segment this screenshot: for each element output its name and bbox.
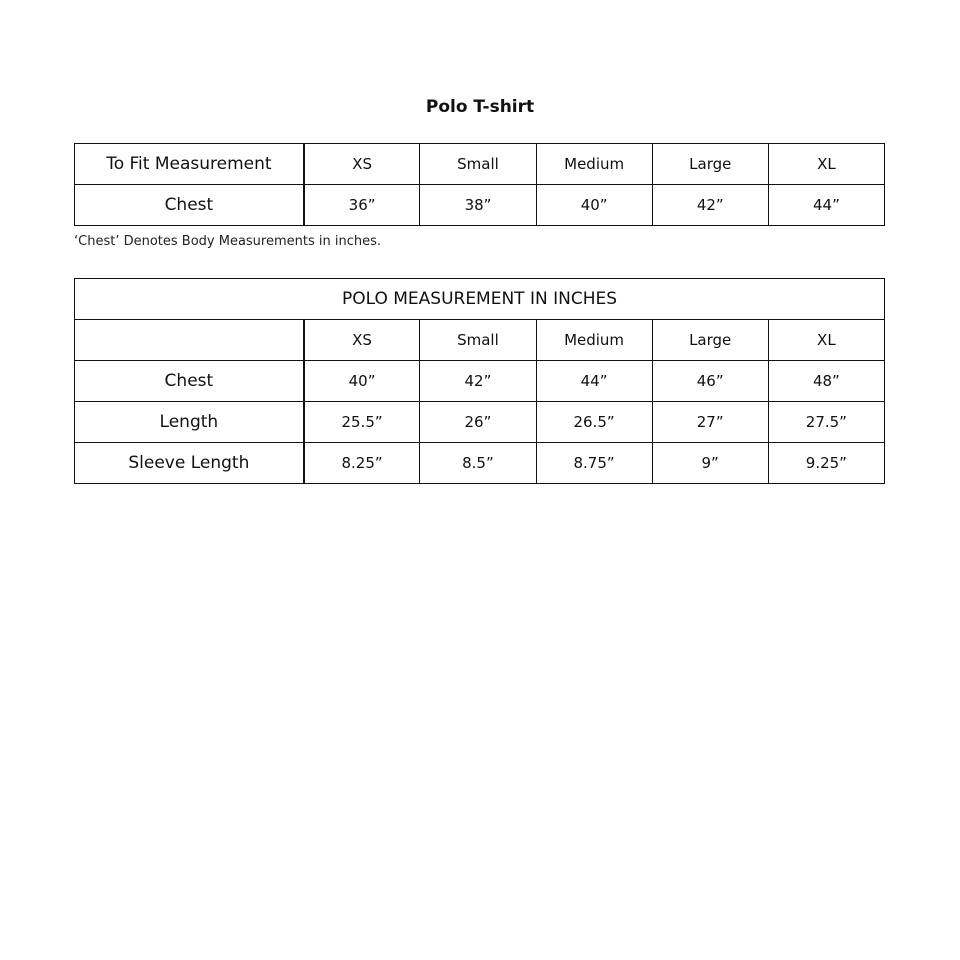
table-title-row [75, 279, 885, 320]
table-row [75, 361, 885, 402]
value-cell: 42” [420, 361, 536, 402]
value-cell: 26.5” [536, 402, 652, 443]
value-cell: 27.5” [768, 402, 884, 443]
value-cell: 46” [652, 361, 768, 402]
polo-measurement-table [74, 278, 885, 484]
row-label-cell: Chest [75, 361, 304, 402]
size-header-cell: XL [768, 320, 884, 361]
size-header-cell: Small [420, 320, 536, 361]
value-cell: 40” [536, 185, 652, 226]
size-header-cell: Large [652, 144, 768, 185]
row-label-cell: Sleeve Length [75, 443, 304, 484]
row-label-cell: Length [75, 402, 304, 443]
header-label-cell: To Fit Measurement [75, 144, 304, 185]
page-title: Polo T-shirt [425, 97, 535, 117]
table-row [75, 443, 885, 484]
table-header-row [75, 144, 885, 185]
table-header-row [75, 320, 885, 361]
size-header-cell: Small [420, 144, 536, 185]
header-label-cell [75, 320, 304, 361]
value-cell: 48” [768, 361, 884, 402]
row-label-cell: Chest [75, 185, 304, 226]
value-cell: 25.5” [304, 402, 420, 443]
value-cell: 8.5” [420, 443, 536, 484]
table-row [75, 402, 885, 443]
value-cell: 9.25” [768, 443, 884, 484]
size-header-cell: XS [304, 320, 420, 361]
table-row [75, 185, 885, 226]
value-cell: 36” [304, 185, 420, 226]
value-cell: 38” [420, 185, 536, 226]
value-cell: 27” [652, 402, 768, 443]
size-header-cell: XL [768, 144, 884, 185]
value-cell: 8.25” [304, 443, 420, 484]
size-header-cell: XS [304, 144, 420, 185]
value-cell: 44” [768, 185, 884, 226]
size-header-cell: Medium [536, 144, 652, 185]
fit-measurement-table [74, 143, 885, 226]
value-cell: 44” [536, 361, 652, 402]
value-cell: 9” [652, 443, 768, 484]
value-cell: 26” [420, 402, 536, 443]
measurement-note: ‘Chest’ Denotes Body Measurements in inches. [74, 234, 382, 249]
size-header-cell: Medium [536, 320, 652, 361]
value-cell: 42” [652, 185, 768, 226]
size-header-cell: Large [652, 320, 768, 361]
table-title: POLO MEASUREMENT IN INCHES [75, 279, 885, 320]
value-cell: 8.75” [536, 443, 652, 484]
value-cell: 40” [304, 361, 420, 402]
